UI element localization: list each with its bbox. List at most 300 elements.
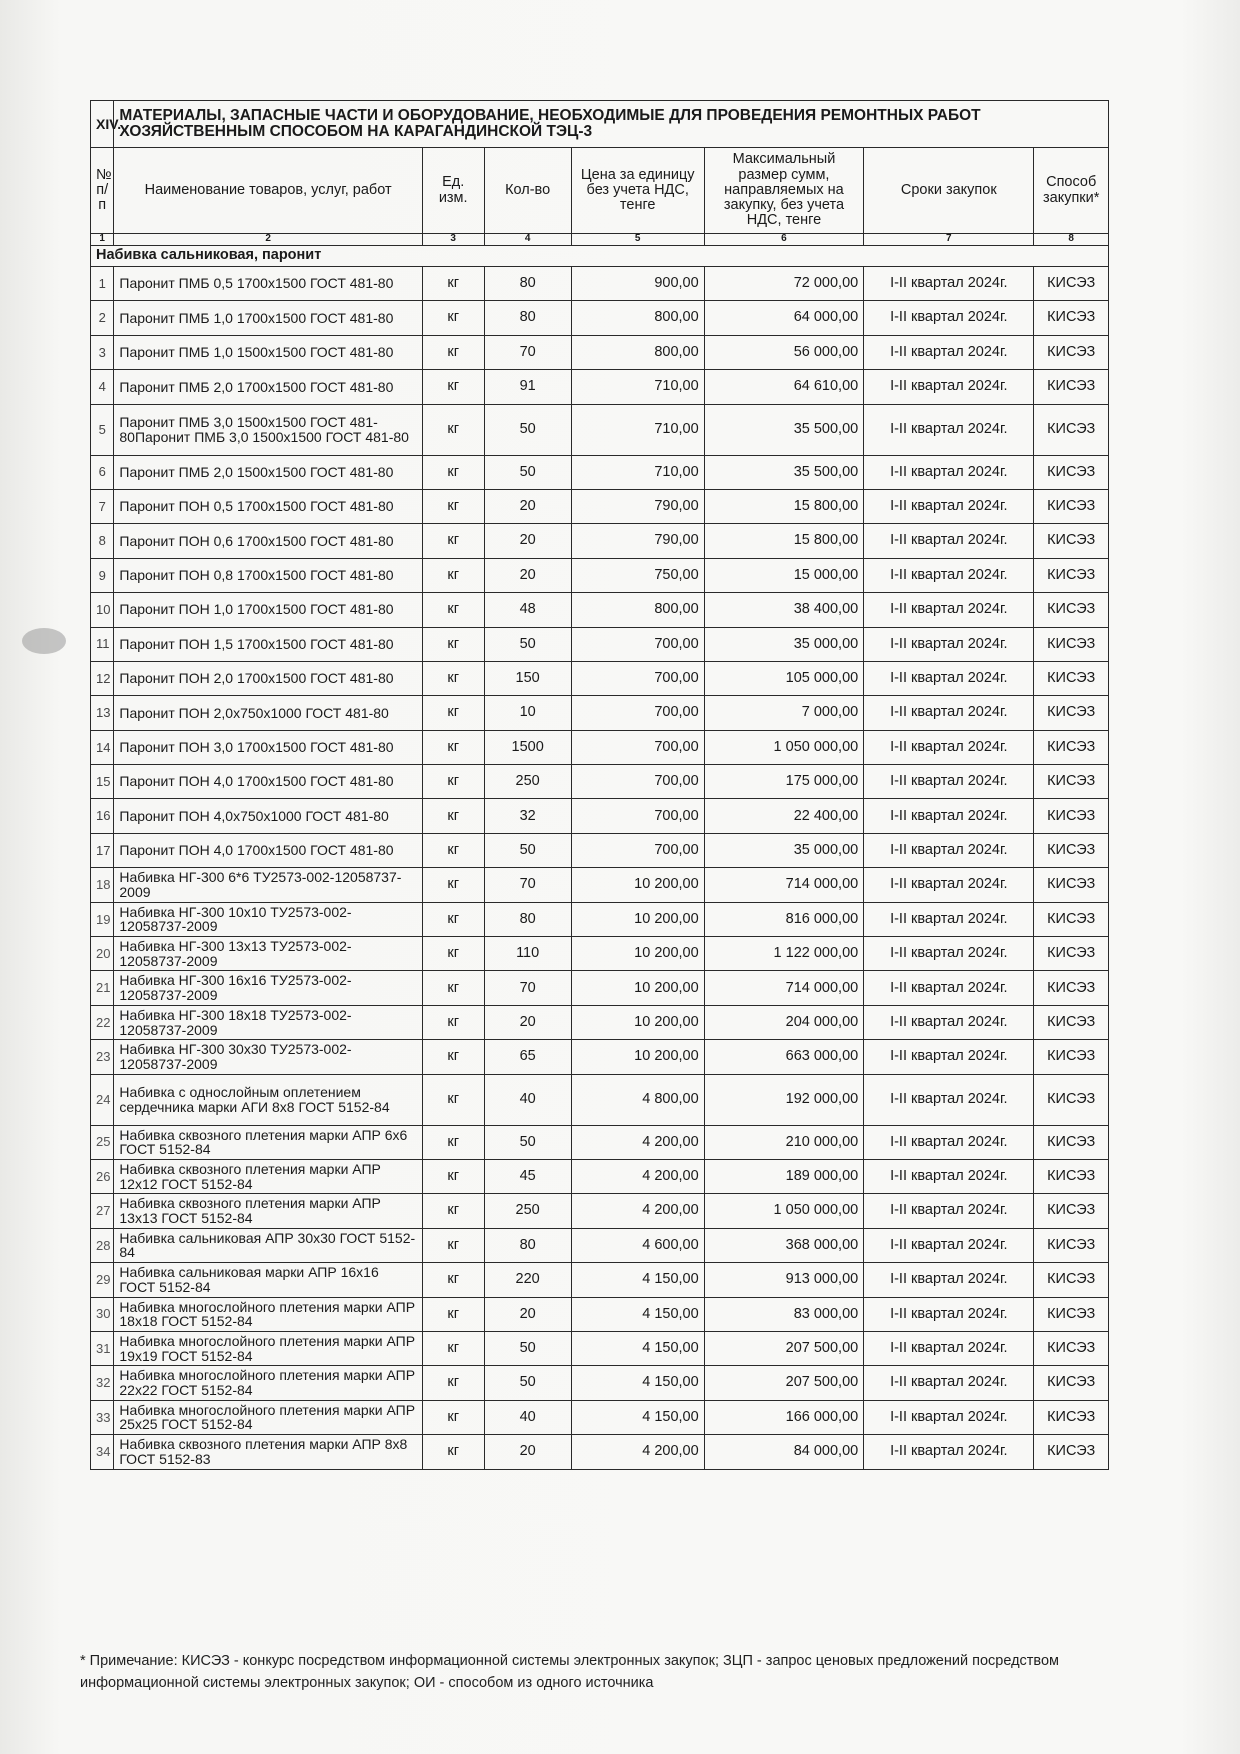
item-name: Набивка сальниковая АПР 30х30 ГОСТ 5152-84: [114, 1228, 422, 1262]
row-number: 24: [91, 1074, 114, 1125]
item-procurement-method: КИСЭЗ: [1034, 558, 1109, 592]
table-row: [91, 335, 1109, 369]
item-procurement-method: КИСЭЗ: [1034, 1366, 1109, 1400]
item-procurement-period: I-II квартал 2024г.: [864, 489, 1034, 523]
table-row: [91, 1263, 1109, 1297]
item-procurement-period: I-II квартал 2024г.: [864, 1366, 1034, 1400]
item-procurement-method: КИСЭЗ: [1034, 971, 1109, 1005]
item-total-sum: 207 500,00: [704, 1366, 864, 1400]
item-quantity: 50: [484, 455, 571, 489]
row-number: 3: [91, 335, 114, 369]
item-total-sum: 368 000,00: [704, 1228, 864, 1262]
item-name: Набивка сквозного плетения марки АПР 13х13 ГОСТ 5152-84: [114, 1194, 422, 1228]
item-total-sum: 22 400,00: [704, 799, 864, 833]
row-number: 7: [91, 489, 114, 523]
item-total-sum: 175 000,00: [704, 765, 864, 799]
table-row: [91, 765, 1109, 799]
item-unit: кг: [422, 730, 484, 764]
column-number: 1: [91, 234, 114, 246]
table-row: [91, 489, 1109, 523]
row-number: 34: [91, 1435, 114, 1469]
row-number: 25: [91, 1125, 114, 1159]
item-procurement-period: I-II квартал 2024г.: [864, 868, 1034, 902]
item-quantity: 40: [484, 1400, 571, 1434]
item-total-sum: 913 000,00: [704, 1263, 864, 1297]
item-total-sum: 816 000,00: [704, 902, 864, 936]
item-procurement-method: КИСЭЗ: [1034, 937, 1109, 971]
item-name: Набивка НГ-300 13х13 ТУ2573-002-12058737-2009: [114, 937, 422, 971]
item-unit: кг: [422, 799, 484, 833]
row-number: 32: [91, 1366, 114, 1400]
item-total-sum: 1 050 000,00: [704, 1194, 864, 1228]
row-number: 33: [91, 1400, 114, 1434]
table-row: [91, 1366, 1109, 1400]
item-unit-price: 10 200,00: [571, 1040, 704, 1074]
item-quantity: 32: [484, 799, 571, 833]
header-price: Цена за единицу без учета НДС, тенге: [571, 148, 704, 234]
item-unit: кг: [422, 335, 484, 369]
row-number: 2: [91, 301, 114, 335]
item-unit: кг: [422, 1005, 484, 1039]
item-quantity: 220: [484, 1263, 571, 1297]
item-quantity: 20: [484, 1435, 571, 1469]
header-no: № п/п: [91, 148, 114, 234]
row-number: 27: [91, 1194, 114, 1228]
table-row: [91, 1194, 1109, 1228]
item-quantity: 48: [484, 593, 571, 627]
item-unit: кг: [422, 902, 484, 936]
item-unit-price: 790,00: [571, 489, 704, 523]
item-quantity: 50: [484, 1125, 571, 1159]
item-unit-price: 4 200,00: [571, 1435, 704, 1469]
item-unit: кг: [422, 971, 484, 1005]
item-unit-price: 700,00: [571, 799, 704, 833]
item-total-sum: 64 000,00: [704, 301, 864, 335]
item-unit-price: 800,00: [571, 335, 704, 369]
item-unit: кг: [422, 1228, 484, 1262]
item-total-sum: 105 000,00: [704, 661, 864, 695]
item-unit: кг: [422, 868, 484, 902]
item-procurement-method: КИСЭЗ: [1034, 627, 1109, 661]
row-number: 4: [91, 370, 114, 404]
item-unit-price: 700,00: [571, 765, 704, 799]
item-unit-price: 800,00: [571, 301, 704, 335]
item-procurement-method: КИСЭЗ: [1034, 1194, 1109, 1228]
header-row: [91, 148, 1109, 234]
group-title: Набивка сальниковая, паронит: [91, 246, 1109, 267]
item-unit: кг: [422, 558, 484, 592]
header-method: Способ закупки*: [1034, 148, 1109, 234]
item-total-sum: 7 000,00: [704, 696, 864, 730]
item-procurement-period: I-II квартал 2024г.: [864, 902, 1034, 936]
table-row: [91, 1125, 1109, 1159]
section-roman-number: XIV.: [91, 101, 114, 148]
table-row: [91, 1297, 1109, 1331]
item-unit-price: 10 200,00: [571, 971, 704, 1005]
item-quantity: 110: [484, 937, 571, 971]
item-unit-price: 710,00: [571, 455, 704, 489]
header-name: Наименование товаров, услуг, работ: [114, 148, 422, 234]
item-unit: кг: [422, 455, 484, 489]
item-procurement-method: КИСЭЗ: [1034, 1159, 1109, 1193]
row-number: 8: [91, 524, 114, 558]
row-number: 20: [91, 937, 114, 971]
item-quantity: 1500: [484, 730, 571, 764]
item-total-sum: 166 000,00: [704, 1400, 864, 1434]
item-unit-price: 10 200,00: [571, 868, 704, 902]
item-procurement-method: КИСЭЗ: [1034, 1297, 1109, 1331]
header-period: Сроки закупок: [864, 148, 1034, 234]
row-number: 9: [91, 558, 114, 592]
item-unit-price: 4 200,00: [571, 1159, 704, 1193]
table-row: [91, 301, 1109, 335]
item-procurement-method: КИСЭЗ: [1034, 404, 1109, 455]
item-unit-price: 4 150,00: [571, 1366, 704, 1400]
row-number: 12: [91, 661, 114, 695]
table-row: [91, 937, 1109, 971]
header-qty: Кол-во: [484, 148, 571, 234]
header-sum: Максимальный размер сумм, направляемых на закупку, без учета НДС, тенге: [704, 148, 864, 234]
item-unit-price: 4 150,00: [571, 1400, 704, 1434]
item-name: Паронит ПОН 1,0 1700х1500 ГОСТ 481-80: [114, 593, 422, 627]
item-name: Паронит ПОН 0,6 1700х1500 ГОСТ 481-80: [114, 524, 422, 558]
item-quantity: 20: [484, 489, 571, 523]
item-procurement-period: I-II квартал 2024г.: [864, 833, 1034, 867]
item-procurement-method: КИСЭЗ: [1034, 868, 1109, 902]
item-procurement-method: КИСЭЗ: [1034, 301, 1109, 335]
item-procurement-period: I-II квартал 2024г.: [864, 1005, 1034, 1039]
item-total-sum: 15 800,00: [704, 524, 864, 558]
item-total-sum: 35 000,00: [704, 627, 864, 661]
row-number: 19: [91, 902, 114, 936]
item-unit: кг: [422, 1435, 484, 1469]
row-number: 13: [91, 696, 114, 730]
item-quantity: 80: [484, 301, 571, 335]
item-procurement-period: I-II квартал 2024г.: [864, 455, 1034, 489]
item-unit-price: 10 200,00: [571, 902, 704, 936]
item-procurement-period: I-II квартал 2024г.: [864, 301, 1034, 335]
item-name: Набивка сквозного плетения марки АПР 6х6 ГОСТ 5152-84: [114, 1125, 422, 1159]
item-unit: кг: [422, 1074, 484, 1125]
item-quantity: 20: [484, 1005, 571, 1039]
item-quantity: 150: [484, 661, 571, 695]
table-row: [91, 730, 1109, 764]
row-number: 18: [91, 868, 114, 902]
item-unit-price: 800,00: [571, 593, 704, 627]
item-procurement-period: I-II квартал 2024г.: [864, 1125, 1034, 1159]
item-total-sum: 192 000,00: [704, 1074, 864, 1125]
item-total-sum: 56 000,00: [704, 335, 864, 369]
table-row: [91, 627, 1109, 661]
item-name: Набивка НГ-300 30х30 ТУ2573-002-12058737-2009: [114, 1040, 422, 1074]
item-unit-price: 4 800,00: [571, 1074, 704, 1125]
item-procurement-method: КИСЭЗ: [1034, 1040, 1109, 1074]
item-name: Набивка многослойного плетения марки АПР 19х19 ГОСТ 5152-84: [114, 1331, 422, 1365]
item-unit-price: 10 200,00: [571, 937, 704, 971]
item-name: Паронит ПМБ 2,0 1500х1500 ГОСТ 481-80: [114, 455, 422, 489]
item-name: Набивка сальниковая марки АПР 16х16 ГОСТ 5152-84: [114, 1263, 422, 1297]
item-unit: кг: [422, 1159, 484, 1193]
row-number: 6: [91, 455, 114, 489]
item-procurement-period: I-II квартал 2024г.: [864, 1074, 1034, 1125]
table-row: [91, 593, 1109, 627]
item-quantity: 20: [484, 1297, 571, 1331]
item-procurement-method: КИСЭЗ: [1034, 593, 1109, 627]
item-unit-price: 700,00: [571, 661, 704, 695]
item-unit: кг: [422, 1194, 484, 1228]
item-unit-price: 4 200,00: [571, 1194, 704, 1228]
section-title-row: [91, 101, 1109, 148]
row-number: 22: [91, 1005, 114, 1039]
item-procurement-period: I-II квартал 2024г.: [864, 335, 1034, 369]
item-total-sum: 15 000,00: [704, 558, 864, 592]
item-procurement-period: I-II квартал 2024г.: [864, 404, 1034, 455]
item-total-sum: 35 500,00: [704, 455, 864, 489]
item-name: Паронит ПОН 4,0 1700х1500 ГОСТ 481-80: [114, 765, 422, 799]
row-number: 1: [91, 267, 114, 301]
header-unit: Ед. изм.: [422, 148, 484, 234]
row-number: 15: [91, 765, 114, 799]
item-quantity: 80: [484, 267, 571, 301]
item-unit: кг: [422, 1297, 484, 1331]
item-name: Набивка НГ-300 18х18 ТУ2573-002-12058737-2009: [114, 1005, 422, 1039]
item-procurement-period: I-II квартал 2024г.: [864, 696, 1034, 730]
item-quantity: 250: [484, 1194, 571, 1228]
item-procurement-method: КИСЭЗ: [1034, 455, 1109, 489]
row-number: 10: [91, 593, 114, 627]
item-procurement-period: I-II квартал 2024г.: [864, 558, 1034, 592]
item-name: Набивка с однослойным оплетением сердечника марки АГИ 8х8 ГОСТ 5152-84: [114, 1074, 422, 1125]
item-procurement-method: КИСЭЗ: [1034, 730, 1109, 764]
table-row: [91, 661, 1109, 695]
table-row: [91, 455, 1109, 489]
item-unit-price: 700,00: [571, 833, 704, 867]
item-procurement-period: I-II квартал 2024г.: [864, 1228, 1034, 1262]
item-name: Паронит ПОН 4,0 1700х1500 ГОСТ 481-80: [114, 833, 422, 867]
column-number: 7: [864, 234, 1034, 246]
row-number: 17: [91, 833, 114, 867]
column-number: 3: [422, 234, 484, 246]
row-number: 30: [91, 1297, 114, 1331]
row-number: 26: [91, 1159, 114, 1193]
table-row: [91, 833, 1109, 867]
item-unit-price: 900,00: [571, 267, 704, 301]
item-total-sum: 714 000,00: [704, 971, 864, 1005]
item-unit-price: 4 600,00: [571, 1228, 704, 1262]
item-procurement-period: I-II квартал 2024г.: [864, 1435, 1034, 1469]
item-unit-price: 710,00: [571, 370, 704, 404]
item-procurement-period: I-II квартал 2024г.: [864, 1040, 1034, 1074]
item-procurement-period: I-II квартал 2024г.: [864, 661, 1034, 695]
item-quantity: 50: [484, 404, 571, 455]
binder-hole-mark: [22, 628, 66, 654]
item-procurement-method: КИСЭЗ: [1034, 1435, 1109, 1469]
column-number: 8: [1034, 234, 1109, 246]
item-procurement-period: I-II квартал 2024г.: [864, 799, 1034, 833]
item-name: Паронит ПОН 2,0х750х1000 ГОСТ 481-80: [114, 696, 422, 730]
item-name: Набивка сквозного плетения марки АПР 8х8 ГОСТ 5152-83: [114, 1435, 422, 1469]
table-row: [91, 267, 1109, 301]
item-unit: кг: [422, 593, 484, 627]
item-procurement-method: КИСЭЗ: [1034, 489, 1109, 523]
item-procurement-method: КИСЭЗ: [1034, 1228, 1109, 1262]
item-procurement-method: КИСЭЗ: [1034, 799, 1109, 833]
item-unit: кг: [422, 833, 484, 867]
table-row: [91, 971, 1109, 1005]
item-quantity: 20: [484, 558, 571, 592]
column-number: 6: [704, 234, 864, 246]
item-unit: кг: [422, 1040, 484, 1074]
table-row: [91, 868, 1109, 902]
item-procurement-period: I-II квартал 2024г.: [864, 1194, 1034, 1228]
table-row: [91, 1159, 1109, 1193]
item-procurement-method: КИСЭЗ: [1034, 696, 1109, 730]
item-quantity: 10: [484, 696, 571, 730]
item-total-sum: 35 000,00: [704, 833, 864, 867]
table-row: [91, 902, 1109, 936]
item-procurement-period: I-II квартал 2024г.: [864, 627, 1034, 661]
item-unit: кг: [422, 1366, 484, 1400]
item-unit: кг: [422, 524, 484, 558]
item-quantity: 50: [484, 1331, 571, 1365]
item-procurement-method: КИСЭЗ: [1034, 902, 1109, 936]
item-total-sum: 663 000,00: [704, 1040, 864, 1074]
table-row: [91, 1074, 1109, 1125]
item-total-sum: 35 500,00: [704, 404, 864, 455]
row-number: 14: [91, 730, 114, 764]
item-procurement-period: I-II квартал 2024г.: [864, 267, 1034, 301]
item-unit: кг: [422, 937, 484, 971]
item-unit-price: 10 200,00: [571, 1005, 704, 1039]
item-unit: кг: [422, 661, 484, 695]
table-row: [91, 1228, 1109, 1262]
item-procurement-method: КИСЭЗ: [1034, 370, 1109, 404]
row-number: 16: [91, 799, 114, 833]
item-unit-price: 750,00: [571, 558, 704, 592]
table-row: [91, 558, 1109, 592]
item-procurement-method: КИСЭЗ: [1034, 267, 1109, 301]
item-total-sum: 83 000,00: [704, 1297, 864, 1331]
item-quantity: 70: [484, 335, 571, 369]
item-quantity: 50: [484, 833, 571, 867]
section-title: МАТЕРИАЛЫ, ЗАПАСНЫЕ ЧАСТИ И ОБОРУДОВАНИЕ, НЕОБХОДИМЫЕ ДЛЯ ПРОВЕДЕНИЯ РЕМОНТНЫХ РАБОТ ХОЗЯЙСТВЕННЫМ СПОСОБОМ НА КАРАГАНДИНСКОЙ ТЭЦ-3: [114, 101, 1109, 148]
item-procurement-period: I-II квартал 2024г.: [864, 1159, 1034, 1193]
item-name: Набивка НГ-300 16х16 ТУ2573-002-12058737-2009: [114, 971, 422, 1005]
item-procurement-method: КИСЭЗ: [1034, 1074, 1109, 1125]
item-procurement-period: I-II квартал 2024г.: [864, 1400, 1034, 1434]
item-name: Паронит ПМБ 1,0 1500х1500 ГОСТ 481-80: [114, 335, 422, 369]
item-unit-price: 4 150,00: [571, 1263, 704, 1297]
item-total-sum: 189 000,00: [704, 1159, 864, 1193]
row-number: 23: [91, 1040, 114, 1074]
item-unit: кг: [422, 696, 484, 730]
item-procurement-period: I-II квартал 2024г.: [864, 370, 1034, 404]
item-procurement-period: I-II квартал 2024г.: [864, 1263, 1034, 1297]
item-procurement-method: КИСЭЗ: [1034, 524, 1109, 558]
row-number: 11: [91, 627, 114, 661]
item-quantity: 80: [484, 902, 571, 936]
item-procurement-period: I-II квартал 2024г.: [864, 765, 1034, 799]
item-total-sum: 15 800,00: [704, 489, 864, 523]
item-name: Паронит ПОН 3,0 1700х1500 ГОСТ 481-80: [114, 730, 422, 764]
item-procurement-period: I-II квартал 2024г.: [864, 593, 1034, 627]
item-name: Паронит ПОН 0,5 1700х1500 ГОСТ 481-80: [114, 489, 422, 523]
item-name: Паронит ПМБ 1,0 1700х1500 ГОСТ 481-80: [114, 301, 422, 335]
procurement-table: [90, 100, 1109, 1470]
item-unit-price: 790,00: [571, 524, 704, 558]
item-name: Набивка сквозного плетения марки АПР 12х12 ГОСТ 5152-84: [114, 1159, 422, 1193]
item-unit: кг: [422, 1125, 484, 1159]
item-name: Паронит ПОН 0,8 1700х1500 ГОСТ 481-80: [114, 558, 422, 592]
item-quantity: 50: [484, 1366, 571, 1400]
item-unit-price: 4 150,00: [571, 1297, 704, 1331]
row-number: 5: [91, 404, 114, 455]
table-row: [91, 524, 1109, 558]
item-procurement-method: КИСЭЗ: [1034, 1331, 1109, 1365]
item-unit-price: 700,00: [571, 696, 704, 730]
column-number: 4: [484, 234, 571, 246]
row-number: 29: [91, 1263, 114, 1297]
item-quantity: 70: [484, 868, 571, 902]
item-total-sum: 72 000,00: [704, 267, 864, 301]
footnote: * Примечание: КИСЭЗ - конкурс посредством информационной системы электронных закупок; ЗЦП - запрос ценовых предложений посредством информационной системы электронных закупок; ОИ - способом из одного источника: [80, 1653, 1059, 1692]
row-number: 28: [91, 1228, 114, 1262]
item-unit: кг: [422, 1400, 484, 1434]
item-total-sum: 207 500,00: [704, 1331, 864, 1365]
row-number: 21: [91, 971, 114, 1005]
item-unit-price: 4 150,00: [571, 1331, 704, 1365]
table-row: [91, 696, 1109, 730]
item-total-sum: 204 000,00: [704, 1005, 864, 1039]
item-unit-price: 710,00: [571, 404, 704, 455]
item-procurement-method: КИСЭЗ: [1034, 765, 1109, 799]
item-procurement-period: I-II квартал 2024г.: [864, 1331, 1034, 1365]
item-unit-price: 700,00: [571, 730, 704, 764]
table-row: [91, 1005, 1109, 1039]
item-unit: кг: [422, 765, 484, 799]
item-quantity: 70: [484, 971, 571, 1005]
item-name: Паронит ПМБ 0,5 1700х1500 ГОСТ 481-80: [114, 267, 422, 301]
item-unit: кг: [422, 1331, 484, 1365]
item-unit-price: 700,00: [571, 627, 704, 661]
item-unit: кг: [422, 370, 484, 404]
item-procurement-period: I-II квартал 2024г.: [864, 1297, 1034, 1331]
item-name: Набивка многослойного плетения марки АПР 22х22 ГОСТ 5152-84: [114, 1366, 422, 1400]
item-total-sum: 38 400,00: [704, 593, 864, 627]
item-name: Паронит ПОН 2,0 1700х1500 ГОСТ 481-80: [114, 661, 422, 695]
item-name: Паронит ПОН 4,0х750х1000 ГОСТ 481-80: [114, 799, 422, 833]
item-unit-price: 4 200,00: [571, 1125, 704, 1159]
item-name: Паронит ПОН 1,5 1700х1500 ГОСТ 481-80: [114, 627, 422, 661]
item-quantity: 40: [484, 1074, 571, 1125]
item-total-sum: 64 610,00: [704, 370, 864, 404]
item-quantity: 45: [484, 1159, 571, 1193]
item-name: Набивка НГ-300 10х10 ТУ2573-002-12058737-2009: [114, 902, 422, 936]
item-procurement-method: КИСЭЗ: [1034, 335, 1109, 369]
item-procurement-method: КИСЭЗ: [1034, 661, 1109, 695]
table-row: [91, 1435, 1109, 1469]
item-total-sum: 84 000,00: [704, 1435, 864, 1469]
item-unit: кг: [422, 404, 484, 455]
item-total-sum: 714 000,00: [704, 868, 864, 902]
table-row: [91, 404, 1109, 455]
item-procurement-method: КИСЭЗ: [1034, 833, 1109, 867]
table-row: [91, 1400, 1109, 1434]
item-quantity: 91: [484, 370, 571, 404]
item-unit: кг: [422, 301, 484, 335]
item-procurement-period: I-II квартал 2024г.: [864, 730, 1034, 764]
column-number: 2: [114, 234, 422, 246]
